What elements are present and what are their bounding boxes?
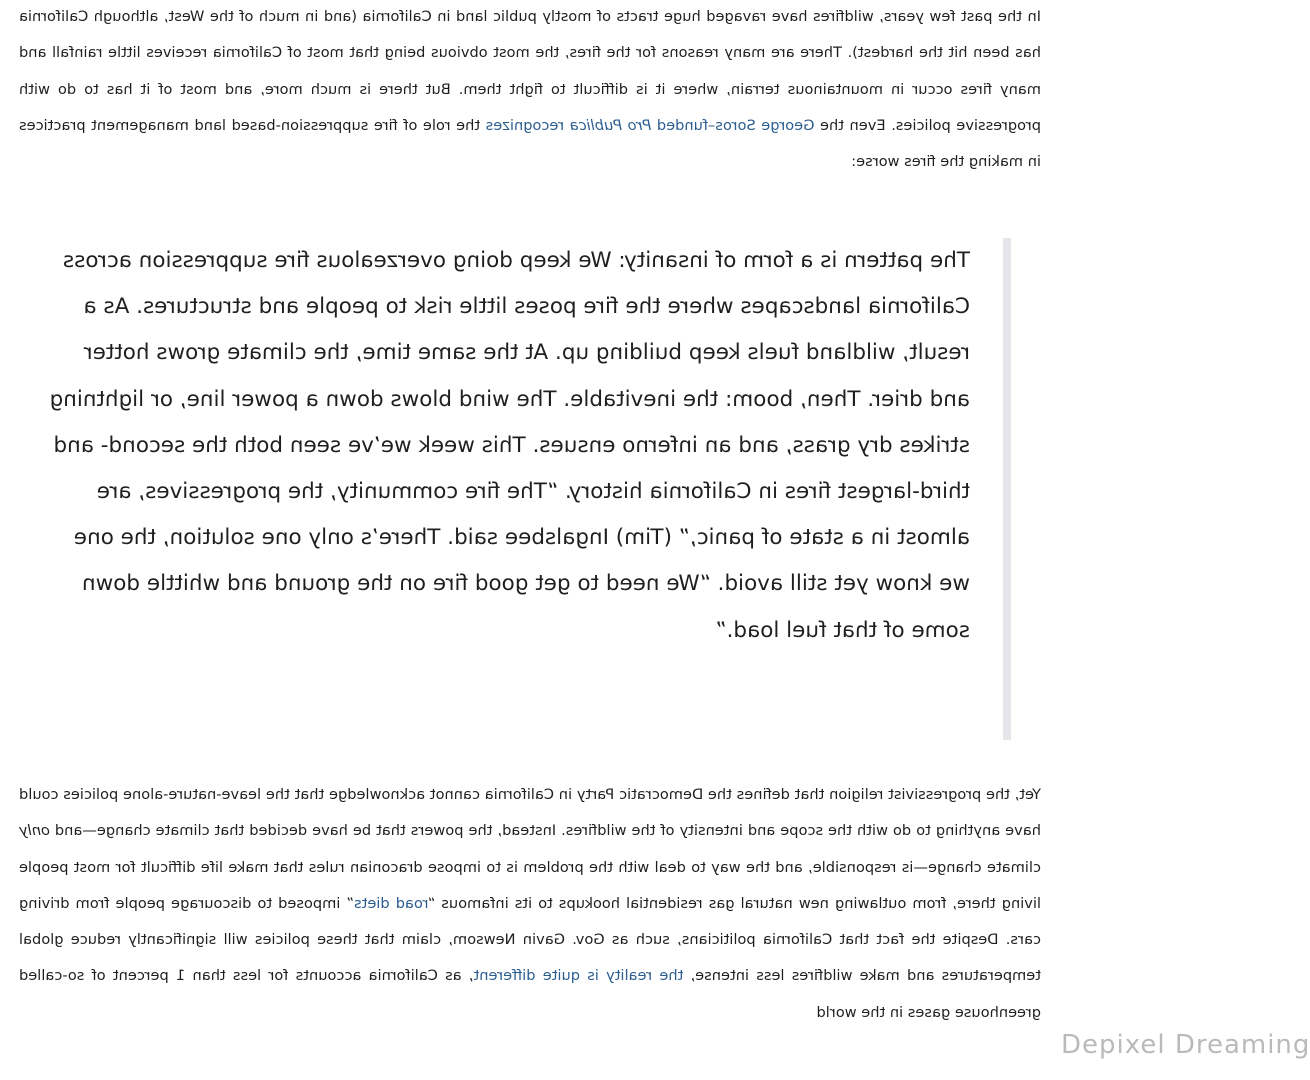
link-italic: Pro Publica — [569, 116, 652, 134]
paragraph-2-text-c: ” imposed to discourage people from driving cars. Despite the fact that California politicians, such as Gov. Gavin Newsom, claim that these policies will significantly reduce global temperatures and make wildfires less intense, — [19, 894, 1041, 985]
emphasis-only: only — [19, 822, 50, 840]
link-text: George Soros–funded — [651, 116, 815, 134]
paragraph-2-text-b: climate change—is responsible, and the way to deal with the problem is to impose draconian rules that make life difficult for most people living there, from outlawing new natural gas residential hookups to its infamous “ — [19, 858, 1041, 912]
blockquote — [18, 238, 1011, 740]
paragraph-1-text-b: the role of fire suppression-based land management practices in making the fires worse: — [19, 116, 1041, 171]
blockquote-text: The pattern is a form of insanity: We keep doing overzealous fire suppression across California landscapes where the fire poses little risk to people and structures. As a result, wildland fuels keep building up. At the same time, the climate grows hotter and drier. Then, boom: the inevitable. The wind blows down a power line, or lightning strikes dry grass, and an inferno ensues. This week we’ve seen both the second- and third-largest fires in California history. “The fire community, the progressives, are almost in a state of panic,” (Tim) Ingalsbee said. There’s only one solution, the one we know yet still avoid. “We need to get good fire on the ground and whittle down some of that fuel load.” — [49, 248, 970, 643]
road-diets-link[interactable]: road diets — [354, 894, 429, 912]
pro-publica-link[interactable] — [486, 117, 815, 134]
link-text-end: recognizes — [485, 116, 570, 134]
article-paragraph-1 — [19, 0, 1041, 180]
watermark: Depixel Dreaming — [1061, 1030, 1310, 1060]
reality-link[interactable]: the reality is quite different — [473, 967, 684, 985]
paragraph-2-text-a: Yet, the progressivist religion that defines the Democratic Party in California cannot acknowledge that the leave-nature-alone policies could have anything to do with the scope and intensity of the wildfires. Instead, the powers that be have decided that climate change—and — [19, 786, 1041, 840]
article-paragraph-2 — [19, 777, 1041, 1031]
paragraph-2-text-d: , as California accounts for less than 1 percent of so-called greenhouse gases in the world — [19, 967, 1041, 1021]
paragraph-1-text-a: In the past few years, wildfires have ravaged huge tracts of mostly public land in California (and in much of the West, although California has been hit the hardest). There are many reasons for the fires, the most obvious being that most of California receives little rainfall and many fires occur in mountainous terrain, where it is difficult to fight them. But there is much more, and most of it has to do with progressive policies. Even the — [19, 8, 1041, 134]
